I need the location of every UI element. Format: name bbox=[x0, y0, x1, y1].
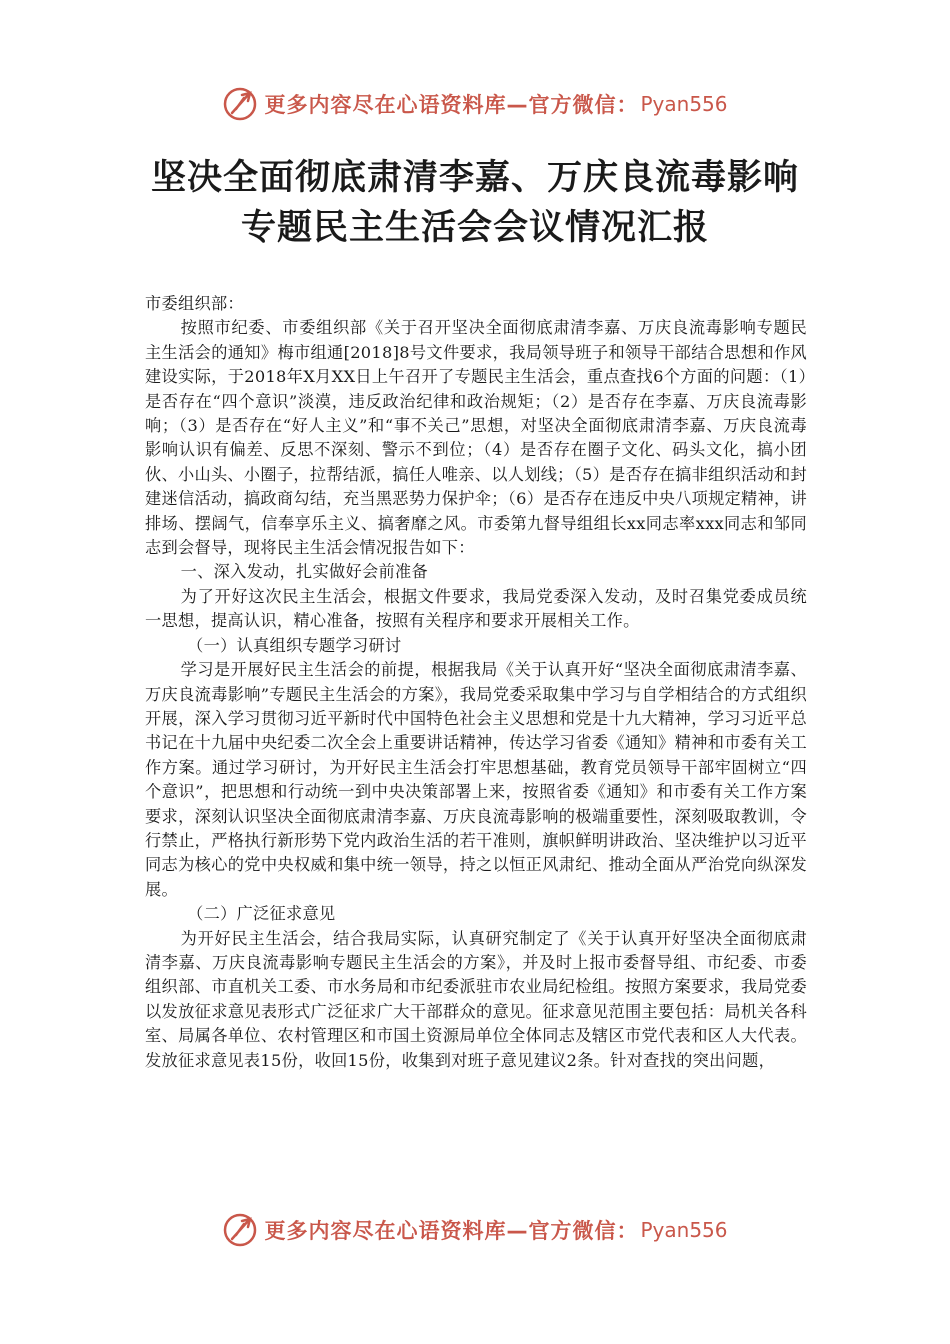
salutation: 市委组织部： bbox=[145, 294, 244, 313]
banner-wechat-id: Pyan556 bbox=[640, 92, 728, 116]
banner-wechat-id: Pyan556 bbox=[640, 1218, 728, 1242]
paragraph-intro: 按照市纪委、市委组织部《关于召开坚决全面彻底肃清李嘉、万庆良流毒影响专题民主生活会的通知》梅市组通[2018]8号文件要求，我局领导班子和领导干部结合思想和作风建设实际，于2018年X月XX日上午召开了专题民主生活会，重点查找6个方面的问题：（1）是否存在“四个意识”淡漠，违反政治纪律和政治规矩；（2）是否存在李嘉、万庆良流毒影响；（3）是否存在“好人主义”和“事不关己”思想，对坚决全面彻底肃清李嘉、万庆良流毒影响认识有偏差、反思不深刻、警示不到位；（4）是否存在圈子文化、码头文化，搞小团伙、小山头、小圈子，拉帮结派，搞任人唯亲、以人划线；（5）是否存在搞非组织活动和封建迷信活动，搞政商勾结，充当黑恶势力保护伞；（6）是否存在违反中央八项规定精神，讲排场、摆阔气，信奉享乐主义、搞奢靡之风。市委第九督导组组长xx同志率xxx同志和邹同志到会督导，现将民主生活会情况报告如下： bbox=[145, 318, 807, 558]
document-body bbox=[145, 292, 807, 1073]
watermark-banner-top bbox=[0, 84, 950, 124]
banner-text: 更多内容尽在心语资料库—官方微信： bbox=[264, 93, 639, 117]
paragraph-study: 学习是开展好民主生活会的前提，根据我局《关于认真开好“坚决全面彻底肃清李嘉、万庆良流毒影响”专题民主生活会的方案》，我局党委采取集中学习与自学相结合的方式组织开展，深入学习贯彻习近平新时代中国特色社会主义思想和党是十九大精神，学习习近平总书记在十九届中央纪委二次全会上重要讲话精神，传达学习省委《通知》精神和市委有关工作方案。通过学习研讨，为开好民主生活会打牢思想基础，教育党员领导干部牢固树立“四个意识”，把思想和行动统一到中央决策部署上来，按照省委《通知》和市委有关工作方案要求，深刻认识坚决全面彻底肃清李嘉、万庆良流毒影响的极端重要性，深刻吸取教训，令行禁止，严格执行新形势下党内政治生活的若干准则，旗帜鲜明讲政治、坚决维护以习近平同志为核心的党中央权威和集中统一领导，持之以恒正风肃纪、推动全面从严治党向纵深发展。 bbox=[145, 660, 807, 899]
subsection-heading-1: （一）认真组织专题学习研讨 bbox=[187, 635, 402, 655]
document-title-line2: 专题民主生活会会议情况汇报 bbox=[240, 208, 709, 248]
banner-text: 更多内容尽在心语资料库—官方微信： bbox=[264, 1219, 639, 1243]
section-heading-1: 一、深入发动，扎实做好会前准备 bbox=[180, 562, 428, 582]
quill-logo-icon bbox=[222, 86, 258, 122]
subsection-heading-2: （二）广泛征求意见 bbox=[187, 904, 336, 924]
paragraph-opinions: 为开好民主生活会，结合我局实际，认真研究制定了《关于认真开好坚决全面彻底肃清李嘉、万庆良流毒影响专题民主生活会的方案》，并及时上报市委督导组、市纪委、市委组织部、市直机关工委、市水务局和市纪委派驻市农业局纪检组。按照方案要求，我局党委以发放征求意见表形式广泛征求广大干部群众的意见。征求意见范围主要包括：局机关各科室、局属各单位、农村管理区和市国土资源局单位全体同志及辖区市党代表和区人大代表。发放征求意见表15份，收回15份，收集到对班子意见建议2条。针对查找的突出问题， bbox=[145, 928, 807, 1070]
document-title-line1: 坚决全面彻底肃清李嘉、万庆良流毒影响 bbox=[150, 158, 799, 198]
watermark-banner-bottom bbox=[0, 1210, 950, 1250]
quill-logo-icon bbox=[222, 1212, 258, 1248]
paragraph-preparation: 为了开好这次民主生活会，根据文件要求，我局党委深入发动，及时召集党委成员统一思想，提高认识，精心准备，按照有关程序和要求开展相关工作。 bbox=[145, 586, 807, 631]
